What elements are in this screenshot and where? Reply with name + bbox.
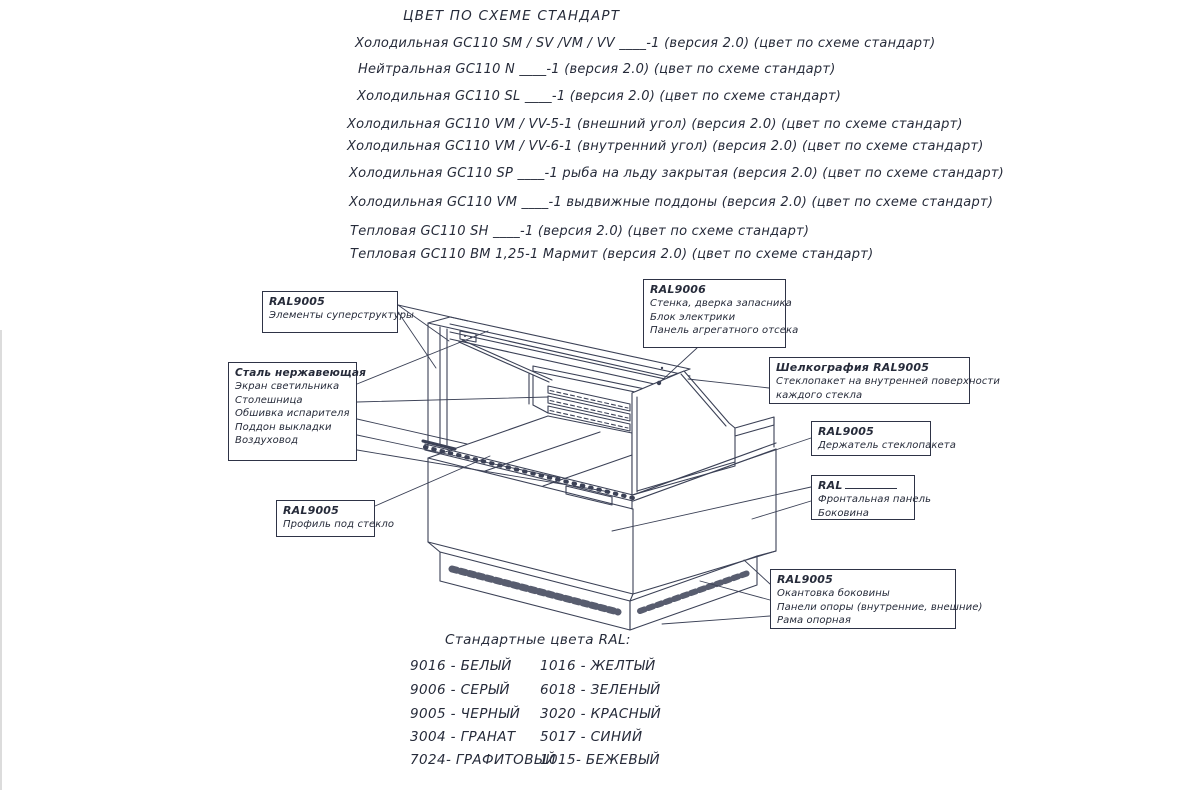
callout-front-side [811, 475, 932, 520]
ral-color-entry: 5017 - СИНИЙ [540, 729, 643, 745]
ral-color-row [400, 658, 730, 676]
callout-line: Воздуховод [235, 435, 299, 446]
callout-code: RAL9006 [650, 283, 707, 296]
callout-line: Фронтальная панель [818, 494, 932, 505]
page-title: ЦВЕТ ПО СХЕМЕ СТАНДАРТ [403, 8, 621, 24]
model-line: Тепловая GC110 SH ____-1 (версия 2.0) (цвет по схеме стандарт) [350, 224, 810, 239]
callout-line: каждого стекла [776, 389, 863, 401]
callout-line: Элементы суперструктуры [269, 310, 415, 321]
callout-silkscreen [769, 357, 1000, 404]
model-line: Холодильная GC110 SP ____-1 рыба на льду закрытая (версия 2.0) (цвет по схеме стандарт) [349, 166, 1004, 181]
callout-code: RAL9005 [283, 504, 340, 517]
ral-color-entry: 7024- ГРАФИТОВЫЙ [410, 752, 556, 768]
glass-holder-ledge [735, 417, 774, 447]
ral-color-entry: 9005 - ЧЕРНЫЙ [410, 706, 521, 722]
ral-color-entry: 1016 - ЖЕЛТЫЙ [540, 658, 656, 674]
callout-glass-profile [276, 500, 395, 537]
callout-code: Сталь нержавеющая [235, 367, 367, 379]
callout-spare-wall [643, 279, 799, 348]
ral-color-entry: 1015- БЕЖЕВЫЙ [540, 752, 660, 768]
ral-color-entry: 3004 - ГРАНАТ [410, 729, 516, 745]
callout-code: RAL9005 [818, 425, 875, 438]
callout-line: Блок электрики [650, 311, 736, 323]
model-line: Холодильная GC110 SM / SV /VM / VV ____-1 (версия 2.0) (цвет по схеме стандарт) [355, 36, 936, 51]
ral-color-entry: 6018 - ЗЕЛЕНЫЙ [540, 682, 661, 698]
callout-code: RAL9005 [777, 573, 834, 586]
callout-code: Шелкография RAL9005 [776, 361, 930, 374]
model-line: Холодильная GC110 VM / VV-6-1 (внутренний угол) (версия 2.0) (цвет по схеме стандарт) [347, 139, 984, 154]
callout-line: Панель агрегатного отсека [650, 325, 799, 336]
ral-color-entry: 3020 - КРАСНЫЙ [540, 706, 662, 722]
model-line: Холодильная GC110 VM / VV-5-1 (внешний угол) (версия 2.0) (цвет по схеме стандарт) [347, 117, 963, 132]
callout-line: Стеклопакет на внутренней поверхности [776, 376, 1000, 387]
callout-line: Рама опорная [777, 615, 852, 626]
callout-line: Панели опоры (внутренние, внешние) [777, 601, 983, 613]
model-line: Тепловая GC110 BM 1,25-1 Мармит (версия 2.0) (цвет по схеме стандарт) [350, 247, 874, 262]
callout-stainless [228, 362, 367, 461]
scan-edge-artifact [0, 330, 2, 790]
ral-color-entry: 9016 - БЕЛЫЙ [410, 658, 512, 674]
ral-color-table [400, 632, 730, 782]
callout-code: RAL9005 [269, 295, 326, 308]
ral-color-row [400, 729, 730, 747]
ral-blank-line [845, 479, 897, 489]
callout-line: Стенка, дверка запасника [650, 298, 792, 309]
callout-superstructure [262, 291, 415, 333]
ral-color-row [400, 682, 730, 700]
ral-table-title: Стандартные цвета RAL: [445, 632, 631, 648]
callout-line: Поддон выкладки [235, 421, 332, 433]
ral-color-row [400, 752, 730, 770]
callout-line: Обшивка испарителя [235, 408, 350, 419]
callout-base [770, 569, 983, 629]
callout-holder [811, 421, 956, 456]
ral-color-row [400, 706, 730, 724]
callout-line: Держатель стеклопакета [818, 440, 956, 451]
callout-line: Окантовка боковины [777, 588, 890, 599]
callout-code: RAL [818, 479, 843, 492]
model-line: Нейтральная GC110 N ____-1 (версия 2.0) (цвет по схеме стандарт) [358, 62, 836, 77]
model-line: Холодильная GC110 VM ____-1 выдвижные поддоны (версия 2.0) (цвет по схеме стандарт) [349, 195, 994, 210]
model-list [0, 0, 1200, 270]
ral-color-entry: 9006 - СЕРЫЙ [410, 682, 510, 698]
callout-line: Профиль под стекло [283, 519, 395, 530]
model-line: Холодильная GC110 SL ____-1 (версия 2.0) (цвет по схеме стандарт) [357, 89, 842, 104]
callout-line: Боковина [818, 507, 869, 519]
callout-line: Столешница [235, 394, 303, 406]
callout-line: Экран светильника [235, 381, 340, 392]
